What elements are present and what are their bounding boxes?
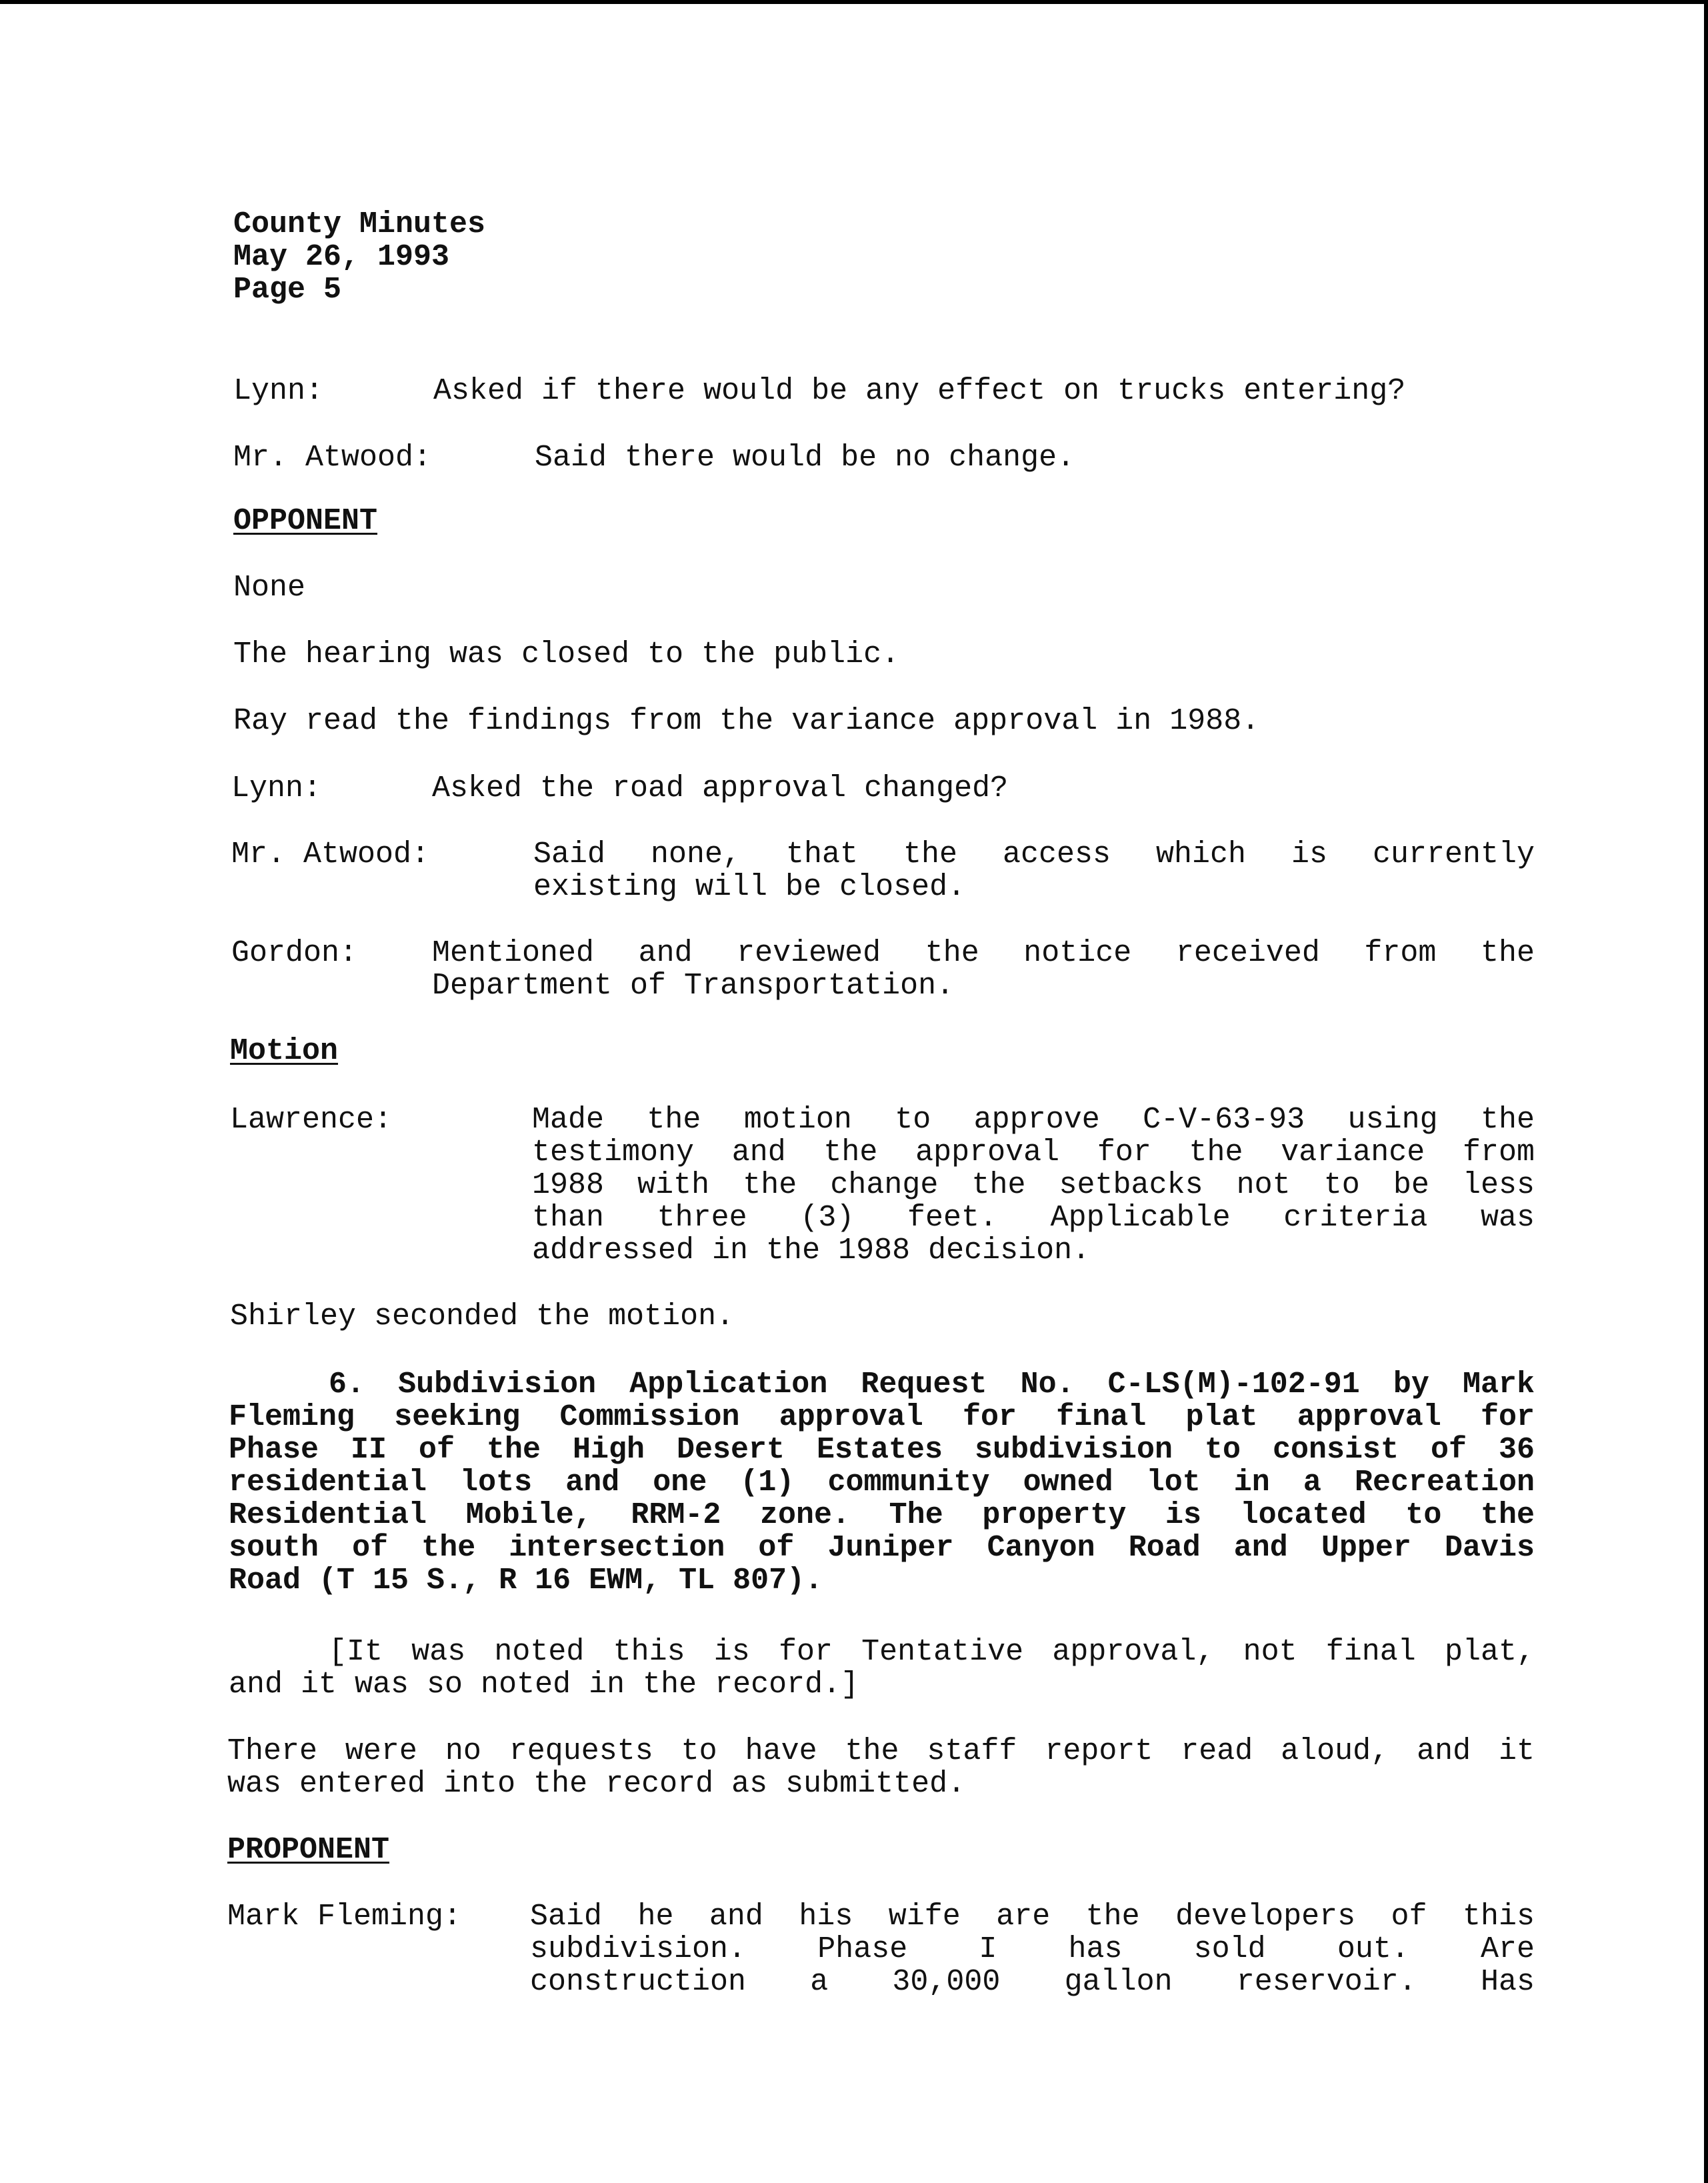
speaker-lawrence: Lawrence: (230, 1103, 393, 1137)
proponent-heading: PROPONENT (227, 1833, 390, 1867)
staff-report-paragraph (227, 1735, 1535, 1800)
header-title: County Minutes (233, 207, 486, 241)
motion-statement (532, 1104, 1535, 1267)
motion-line: testimony and the approval for the variance from (532, 1136, 1535, 1170)
motion-line: addressed in the 1988 decision. (532, 1234, 1091, 1268)
fleming-line: subdivision. Phase I has sold out. Are (530, 1932, 1535, 1966)
speaker-lynn-2: Lynn: (231, 771, 322, 805)
opponent-none: None (233, 571, 306, 605)
item-6-line: Residential Mobile, RRM-2 zone. The property is located to the (229, 1498, 1535, 1532)
gordon-statement (432, 937, 1535, 1002)
header-date: May 26, 1993 (233, 240, 450, 274)
motion-line: than three (3) feet. Applicable criteria was (532, 1201, 1535, 1235)
lynn-statement-2: Asked the road approval changed? (432, 771, 1009, 805)
fleming-line: Said he and his wife are the developers of this (530, 1900, 1535, 1934)
note-line: [It was noted this is for Tentative approval, not final plat, (329, 1635, 1535, 1669)
item-6-paragraph (229, 1368, 1535, 1597)
motion-line: 1988 with the change the setbacks not to be less (532, 1168, 1535, 1202)
seconded-text: Shirley seconded the motion. (230, 1300, 735, 1334)
staff-report-line: was entered into the record as submitted. (227, 1767, 966, 1801)
fleming-line: construction a 30,000 gallon reservoir. Has (530, 1965, 1535, 1999)
lynn-statement: Asked if there would be any effect on trucks entering? (433, 374, 1406, 408)
speaker-lynn: Lynn: (233, 374, 324, 408)
speaker-gordon: Gordon: (231, 936, 358, 970)
item-6-line: Road (T 15 S., R 16 EWM, TL 807). (229, 1564, 823, 1598)
item-6-line: residential lots and one (1) community owned lot in a Recreation (229, 1466, 1535, 1500)
hearing-closed-text: The hearing was closed to the public. (233, 637, 900, 671)
gordon-line: Mentioned and reviewed the notice received from the (432, 936, 1535, 970)
gordon-line: Department of Transportation. (432, 969, 955, 1003)
note-line: and it was so noted in the record.] (229, 1668, 859, 1702)
atwood-line: existing will be closed. (533, 870, 966, 904)
motion-line: Made the motion to approve C-V-63-93 using the (532, 1103, 1535, 1137)
speaker-atwood: Mr. Atwood: (233, 441, 432, 475)
speaker-atwood-2: Mr. Atwood: (231, 837, 430, 871)
fleming-statement (530, 1900, 1535, 1998)
item-6-line: south of the intersection of Juniper Canyon Road and Upper Davis (229, 1531, 1535, 1565)
header-page-number: Page 5 (233, 273, 342, 307)
atwood-statement: Said there would be no change. (535, 441, 1075, 475)
item-6-line: Fleming seeking Commission approval for final plat approval for (229, 1400, 1535, 1434)
speaker-mark-fleming: Mark Fleming: (227, 1900, 462, 1934)
item-6-line: Phase II of the High Desert Estates subdivision to consist of 36 (229, 1433, 1535, 1467)
opponent-heading: OPPONENT (233, 504, 378, 538)
ray-read-text: Ray read the findings from the variance approval in 1988. (233, 704, 1260, 738)
tentative-note (229, 1636, 1535, 1701)
atwood-statement-2 (533, 838, 1535, 903)
document-header (233, 208, 485, 306)
motion-heading: Motion (230, 1034, 339, 1068)
staff-report-line: There were no requests to have the staff report read aloud, and it (227, 1734, 1535, 1768)
atwood-line: Said none, that the access which is currently (533, 837, 1535, 871)
item-6-line: 6. Subdivision Application Request No. C-LS(M)-102-91 by Mark (329, 1368, 1535, 1402)
